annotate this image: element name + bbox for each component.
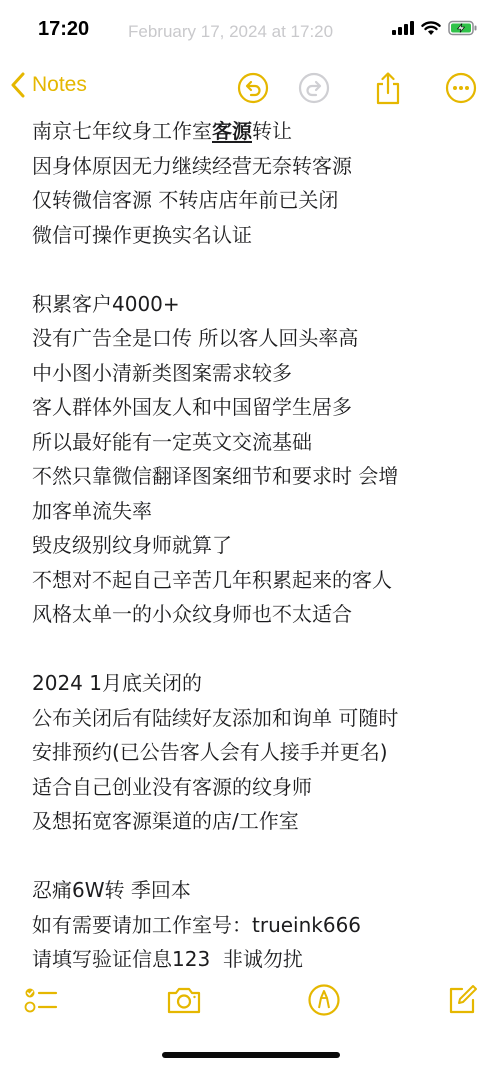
undo-button[interactable] bbox=[237, 72, 269, 104]
cellular-signal-icon bbox=[392, 21, 414, 35]
note-line: 忍痛6W转 季回本 bbox=[32, 878, 191, 902]
note-line: 客人群体外国友人和中国留学生居多 bbox=[32, 395, 352, 419]
status-bar bbox=[0, 0, 500, 58]
note-line: 加客单流失率 bbox=[32, 498, 152, 523]
note-line: 适合自己创业没有客源的纹身师 bbox=[32, 774, 312, 799]
checklist-button[interactable] bbox=[24, 982, 60, 1018]
note-line: 如有需要请加工作室号：trueink666 bbox=[32, 912, 362, 937]
faded-note-date: February 17, 2024 at 17:20 bbox=[128, 22, 334, 41]
more-button[interactable] bbox=[445, 72, 477, 104]
note-line: 毁皮级别纹身师就算了 bbox=[32, 533, 232, 557]
note-line: 没有广告全是口传 所以客人回头率高 bbox=[32, 326, 359, 350]
camera-button[interactable] bbox=[166, 982, 202, 1018]
note-line-text: 转让 bbox=[252, 119, 292, 143]
note-line: 微信可操作更换实名认证 bbox=[32, 222, 252, 247]
note-line: 及想拓宽客源渠道的店/工作室 bbox=[32, 809, 299, 833]
redo-button[interactable] bbox=[298, 72, 330, 104]
note-line: 不然只靠微信翻译图案细节和要求时 会增 bbox=[32, 464, 399, 488]
status-icons bbox=[392, 20, 478, 36]
share-icon bbox=[373, 71, 403, 105]
more-icon bbox=[445, 72, 477, 104]
highlighted-keyword: 客源 bbox=[212, 119, 252, 143]
note-line: 公布关闭后有陆续好友添加和询单 可随时 bbox=[32, 705, 399, 730]
wifi-icon bbox=[421, 21, 441, 36]
note-line bbox=[32, 114, 480, 149]
chevron-left-icon bbox=[10, 72, 26, 98]
note-line: 因身体原因无力继续经营无奈转客源 bbox=[32, 153, 352, 178]
note-blank-line bbox=[32, 839, 480, 874]
note-line: 中小图小清新类图案需求较多 bbox=[32, 360, 292, 385]
bottom-toolbar bbox=[0, 978, 500, 1022]
note-line: 不想对不起自己辛苦几年积累起来的客人 bbox=[32, 567, 392, 592]
camera-icon bbox=[166, 985, 202, 1015]
markup-button[interactable] bbox=[306, 982, 342, 1018]
note-line: 2024 1月底关闭的 bbox=[32, 671, 202, 695]
note-body[interactable] bbox=[32, 114, 480, 977]
note-line: 仅转微信客源 不转店店年前已关闭 bbox=[32, 188, 339, 212]
note-line: 所以最好能有一定英文交流基础 bbox=[32, 429, 312, 454]
nav-bar bbox=[0, 62, 500, 114]
redo-icon bbox=[298, 72, 330, 104]
note-blank-line bbox=[32, 632, 480, 667]
home-indicator[interactable] bbox=[162, 1052, 340, 1058]
note-blank-line bbox=[32, 252, 480, 287]
note-line: 积累客户4000+ bbox=[32, 291, 180, 316]
note-line: 风格太单一的小众纹身师也不太适合 bbox=[32, 602, 352, 626]
back-to-notes-button[interactable] bbox=[10, 72, 87, 98]
status-time: 17:20 bbox=[38, 18, 90, 40]
note-line: 请填写验证信息123 非诚勿扰 bbox=[32, 947, 303, 971]
compose-button[interactable] bbox=[444, 982, 480, 1018]
share-button[interactable] bbox=[372, 72, 404, 104]
note-line-text: 南京七年纹身工作室 bbox=[32, 119, 212, 143]
back-label: Notes bbox=[32, 73, 87, 96]
note-line: 安排预约(已公告客人会有人接手并更名) bbox=[32, 740, 388, 764]
battery-charging-icon bbox=[448, 20, 478, 36]
markup-pen-icon bbox=[307, 983, 341, 1017]
checklist-icon bbox=[24, 984, 60, 1016]
compose-icon bbox=[445, 983, 479, 1017]
undo-icon bbox=[237, 72, 269, 104]
